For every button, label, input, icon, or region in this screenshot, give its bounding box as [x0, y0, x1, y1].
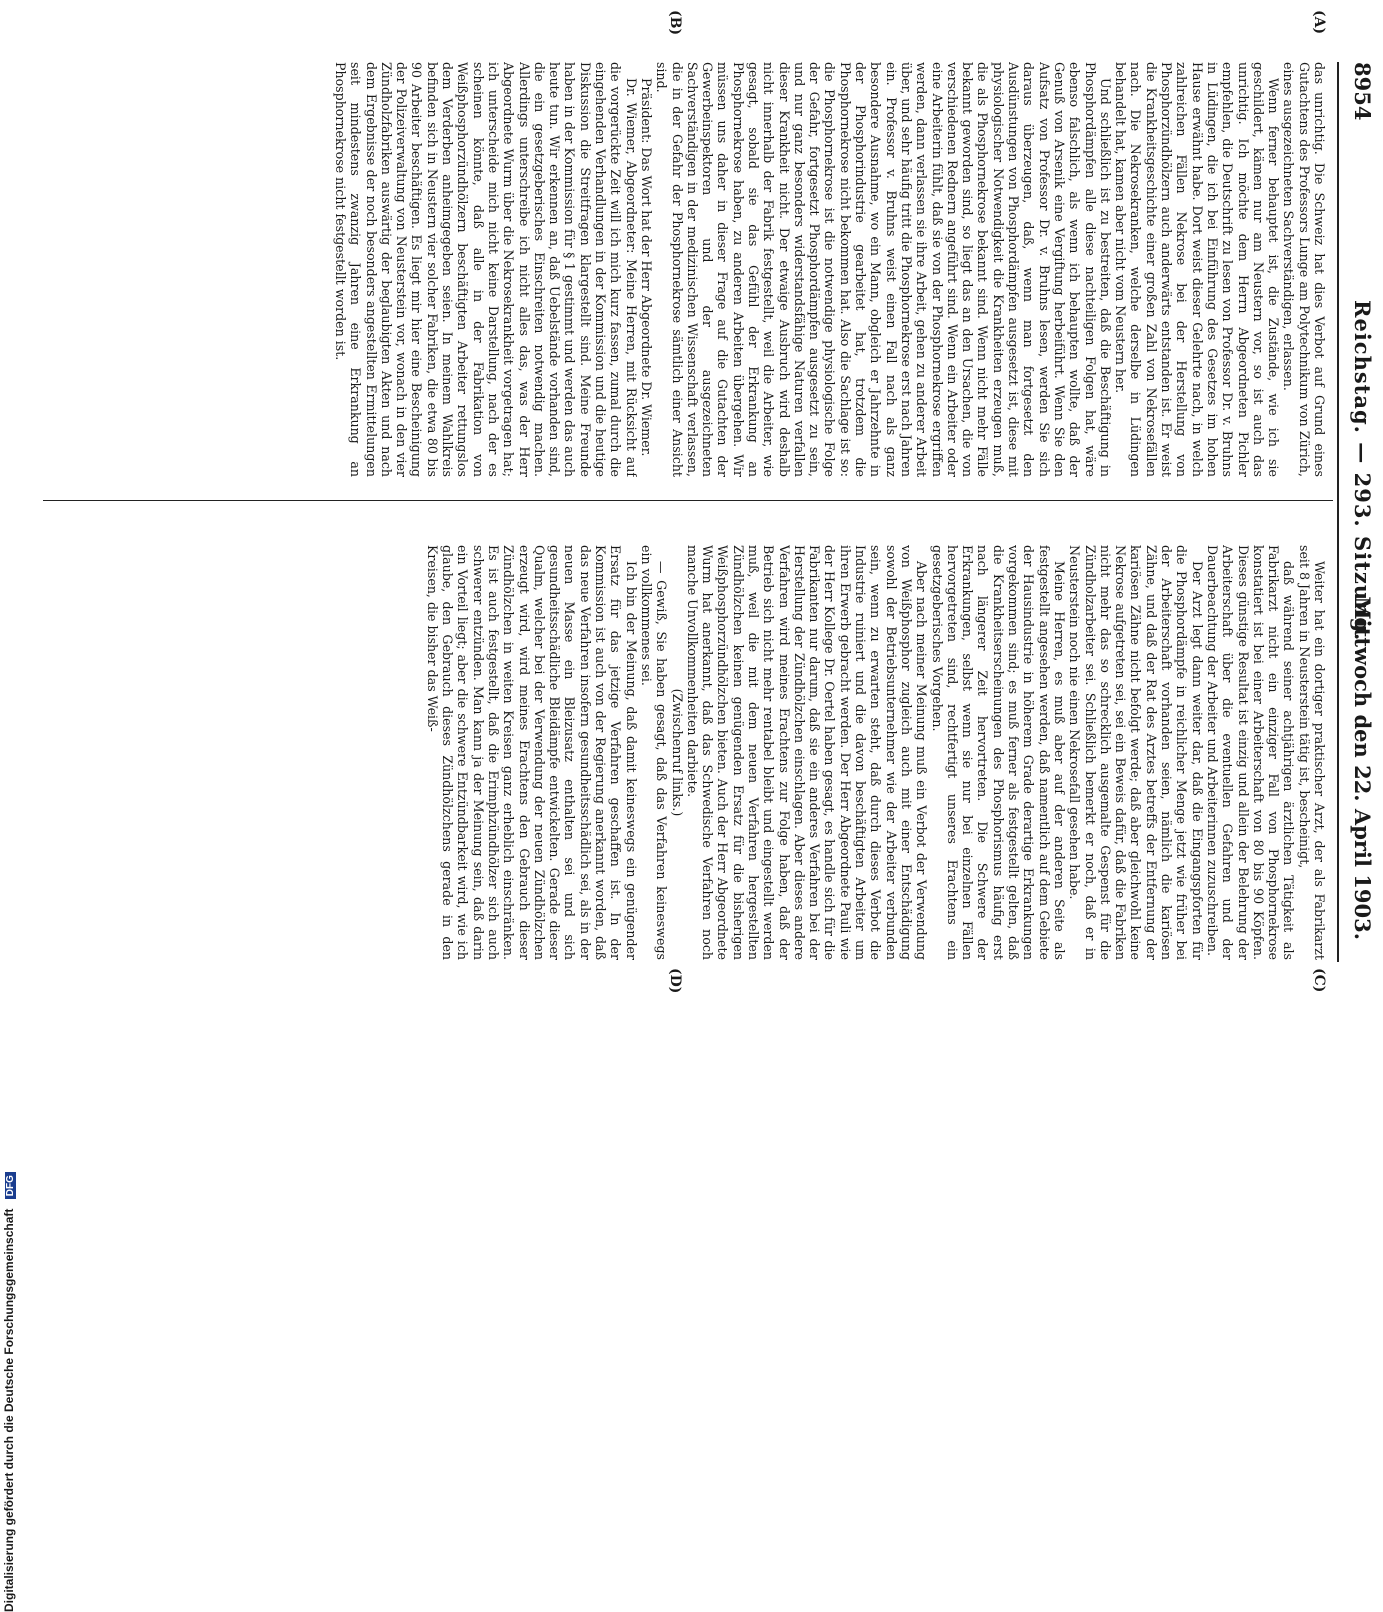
session-date: Mittwoch den 22. April 1903.: [1350, 596, 1375, 940]
session-title: Reichstag. — 293. Sitzung.: [1350, 300, 1375, 642]
paragraph: Meine Herren, es muß aber auf der anderen Seite als festgestellt angesehen werden, daß namentlich auf dem Gebiete der Hausindustrie in höherem Grade derartige Erkrankungen vorgekommen sind; es muß ferner als festgestellt gelten, daß die Krankheitserscheinungen des Phosphorismus häufig erst nach längerer Zeit hervortreten. Die Schwere der Erkrankungen, selbst wenn sie nur bei einzelnen Fällen hervorgetreten sind, rechtfertigt unseres Erachtens ein gesetzgeberisches Vorgehen.: [929, 545, 1067, 960]
page-number: 8954: [1350, 62, 1375, 121]
interjection: (Zwischenruf links.): [669, 688, 685, 817]
margin-mark-d: (D): [667, 968, 683, 994]
header-rule: [1337, 62, 1339, 962]
paragraph: das unrichtig. Die Schweiz hat dies Verbot auf Grund eines Gutachtens des Professors Lunge am Polytechnikum von Zürich, eines ausgezeichneten Sachverständigen, erlassen.: [1281, 62, 1327, 477]
margin-mark-c: (C): [1311, 968, 1327, 993]
margin-mark-b: (B): [667, 10, 683, 36]
paragraph: Wenn ferner behauptet ist, die Zustände, wie ich sie geschildert, kämen nur am Neustern vor, so ist auch das unrichtig. Ich möchte dem Herrn Abgeordneten Pichler empfehlen, die Deutschrift zu lesen von Professor Dr. v. Bruhns in Lüdingen, die ich bei Einführung des Gesetzes im hohen Hause erwähnt habe. Dort weist dieser Gelehrte nach, in welch zahlreichen Fällen Nekrose bei der Herstellung von Phosphorzündhölzern auch anderwärts entstanden ist. Er weist die Krankheitsgeschichte einer großen Zahl von Nekrosefällen nach. Die Nekrosekranken, welche derselbe in Lüdingen behandelt hat, kamen aber nicht vom Neustern her.: [1113, 62, 1282, 477]
paragraph: Der Arzt legt dann weiter dar, daß die Eingangspforten für die Phosphordämpfe in reichlicher Menge jetzt wie früher bei der Arbeiterschaft vorhanden seien, nämlich die kariösen Zähne, und daß der Rat des Arztes betreffs der Entfernung der kariösen Zähne nicht befolgt werde; daß aber gleichwohl keine Nekrose aufgetreten sei, sei ein Beweis dafür, daß die Fabriken nicht mehr das so schrecklich ausgemalte Gespenst für die Zündholzarbeiter sei. Schließlich bemerkt er noch, daß er in Neusterstein noch nie einen Nekrosefall gesehen habe.: [1067, 545, 1205, 960]
dfg-logo: DFG: [5, 1172, 16, 1199]
paragraph: Ich bin der Meinung, daß damit keineswegs ein genügender Ersatz für das jetzige Verfahren geschaffen ist. In der Kommission ist auch von der Regierung anerkannt worden, daß das neue Verfahren insofern gesundheitsschädlich sei, als in der neuen Masse ein Bleizusatz enthalten sei und sich gesundheitsschädliche Bleidämpfe entwickelten. Gerade dieser Qualm, welcher bei der Verwendung der neuen Zündhölzchen erzeugt wird, wird meines Erachtens den Gebrauch dieser Zündhölzchen in weiten Kreisen ganz erheblich einschränken. Es ist auch festgestellt, daß die Erimphzündhölzer sich auch schwerer entzünden. Man kann ja der Meinung sein, daß darin ein Vorteil liegt; aber die schwere Entzündbarkeit wird, wie ich glaube, den Gebrauch dieses Zündhölzchens gerade in den Kreisen, die bisher das Weiß-: [424, 545, 639, 960]
paragraph: Und schließlich ist zu bestreiten, daß die Beschäftigung in Phosphordämpfen alle diese nachteiligen Folgen hat, wäre ebenso falschlich, als wenn ich behaupten wollte, daß der Genuß von Arsenik eine Vergiftung herbeiführt. Wenn Sie den Aufsatz von Professor Dr. v. Bruhns lesen, werden Sie sich daraus überzeugen, daß, wenn man fortgesetzt den Ausdünstungen von Phosphordämpfen ausgesetzt ist, diese mit physiologischer Notwendigkeit die Krankheiten erzeugen muß, die als Phosphornekrose bekannt sind. Wenn nicht mehr Fälle bekannt geworden sind, so liegt das an den Ursachen, die von verschiedenen Rednern angeführt sind. Wenn ein Arbeiter oder eine Arbeiterin fühlt, daß sie von der Phosphornekrose ergriffen werden, dann verlassen sie ihre Arbeit, gehen zu anderer Arbeit über, und sehr häufig tritt die Phosphornekrose erst nach Jahren ein. Professor v. Bruhns weist einen Fall nach als ganz besondere Ausnahme, wo ein Mann, obgleich er Jahrzehnte in der Phosphorindustrie gearbeitet hat, trotzdem die Phosphornekrose nicht bekommen hat. Also die Sachlage ist so: die Phosphornekrose ist die notwendige physiologische Folge der Gefahr, fortgesetzt Phosphordämpfen ausgesetzt zu sein, und nur ganz besonders widerstandsfähige Naturen verfallen dieser Krankheit nicht. Der etwaige Ausbruch wird deshalb nicht innerhalb der Fabrik festgestellt, weil die Arbeiter, wie gesagt, sobald sie das Gefühl der Erkrankung an Phosphornekrose haben, zu anderen Arbeiten übergehen. Wir müssen uns daher in dieser Frage auf die Gutachten der Gewerbeinspektoren und der ausgezeichneten Sachverständigen in der medizinischen Wissenschaft verlassen, die in der Gefahr der Phosphornekrose sämtlich einer Ansicht sind.: [654, 62, 1113, 477]
funding-text: Digitalisierung gefördert durch die Deutsche Forschungsgemeinschaft: [2, 1208, 16, 1612]
paragraph: Dr. Wiemer, Abgeordneter: Meine Herren, mit Rücksicht auf die vorgerückte Zeit will ich mich kurz fassen, zumal durch die eingehenden Verhandlungen in der Kommission und die heutige Diskussion die Streitfragen klargestellt sind. Meine Freunde haben in der Kommission für § 1 gestimmt und werden das auch heute tun. Wir erkennen an, daß Uebelstände vorhanden sind, die ein gesetzgeberisches Einschreiten notwendig machen. Allerdings unterschreibe ich nicht alles das, was der Herr Abgeordnete Wurm über die Nekrosekrankheit vorgetragen hat; ich unterscheide mich nicht keine Darstellung, nach der es scheinen könnte, daß alle in der Fabrikation von Weißphosphorzündhölzern beschäftigten Arbeiter rettungslos dem Verderben anheimgegeben seien. In meinem Wahlkreis befinden sich in Neustern vier solcher Fabriken, die etwa 80 bis 90 Arbeiter beschäftigen. Es liegt mir hier eine Bescheinigung der Polizeiverwaltung von Neusterstein vor, wonach in den vier Zündholzfabriken auswärtig der beglaubigten Akten und nach dem Ergebnisse der noch besonders angestellten Ermittelungen seit mindestens zwanzig Jahren eine Erkrankung an Phosphornekrose nicht festgestellt worden ist.: [333, 62, 639, 477]
left-column: [57, 62, 1327, 477]
paragraph: Aber nach meiner Meinung muß ein Verbot der Verwendung von Weißphosphor zugleich auch mit einer Entschädigung sowohl der Betriebsunternehmer wie der Arbeiter verbunden sein, wenn zu erwarten steht, daß durch dieses Verbot die Industrie ruiniert und die davon beschäftigten Arbeiter um ihren Erwerb gebracht werden. Der Herr Abgeordnete Pauli wie der Herr Kollege Dr. Oertel haben gesagt, es handle sich für die Fabrikanten nur darum, daß sie ein anderes Verfahren bei der Herstellung der Zündhölzchen einschlagen. Aber dieses andere Verfahren wird meines Erachtens zur Folge haben, daß der Betrieb sich nicht mehr rentabel bleibt und eingestellt werden muß, weil die mit dem neuen Verfahren hergestellten Zündhölzchen keinen genügenden Ersatz für die bisherigen Weißphosphorzündhölzchen bieten. Auch der Herr Abgeordnete Wurm hat anerkannt, daß das Schwedische Verfahren noch manche Unvollkommenheiten darbiete.: [684, 545, 930, 960]
margin-mark-a: (A): [1311, 10, 1327, 35]
quoted-paragraph: daß während seiner achtjährigen ärztlichen Tätigkeit als Fabrikarzt nicht ein einziger Fall von Phosphornekrose konstatiert ist bei einer Arbeiterschaft von 80 bis 90 Köpfen. Dieses günstige Resultat ist einzig und allein der Belehrung der Arbeiterschaft über die eventuellen Gefahren und der Dauerbeachtung der Arbeiter und Arbeiterinnen zuzuschreiben.: [1204, 545, 1297, 960]
paragraph: Weiter hat ein dortiger praktischer Arzt, der als Fabrikarzt seit 8 Jahren in Neusterstein tätig ist, bescheinigt,: [1296, 545, 1327, 960]
paragraph: — Gewiß, Sie haben gesagt, daß das Verfahren keineswegs ein vollkommenes sei.: [638, 545, 670, 960]
paragraph: Präsident: Das Wort hat der Herr Abgeordnete Dr. Wiemer.: [638, 78, 654, 457]
funding-notice: [2, 612, 18, 1612]
column-divider: [43, 500, 1333, 501]
right-column: [57, 545, 1327, 960]
